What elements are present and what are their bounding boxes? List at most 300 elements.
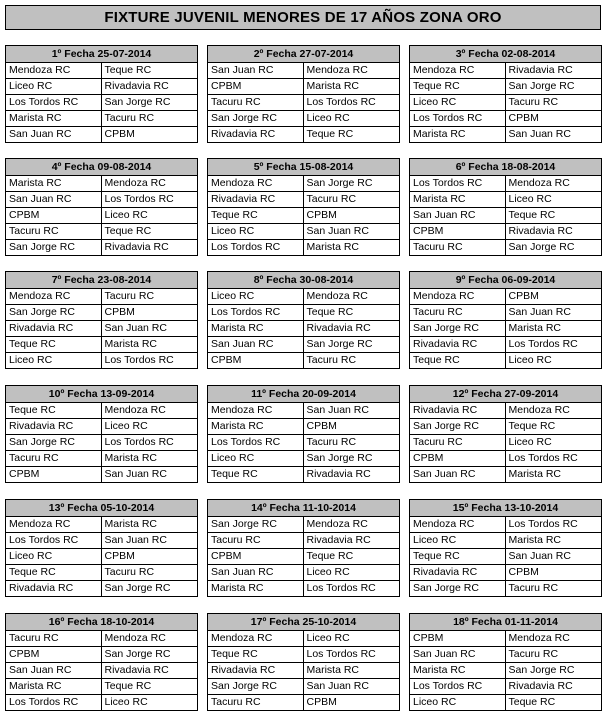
home-team: Teque RC — [410, 353, 506, 368]
home-team: Marista RC — [6, 679, 102, 694]
match-row — [6, 208, 197, 224]
away-team: Los Tordos RC — [508, 452, 578, 464]
match-row — [410, 305, 601, 321]
home-team: Tacuru RC — [6, 451, 102, 466]
away-team: Marista RC — [306, 664, 360, 676]
home-team: Los Tordos RC — [6, 533, 102, 548]
home-team: Tacuru RC — [208, 95, 304, 110]
match-row — [208, 631, 399, 647]
home-team: Mendoza RC — [208, 176, 304, 191]
home-team: Los Tordos RC — [6, 695, 102, 710]
home-team: Rivadavia RC — [6, 581, 102, 596]
match-row — [208, 695, 399, 710]
home-team: San Jorge RC — [208, 111, 304, 126]
away-team: Liceo RC — [306, 112, 350, 124]
match-row — [6, 224, 197, 240]
home-team: San Jorge RC — [6, 240, 102, 255]
match-row — [6, 631, 197, 647]
home-team: Teque RC — [208, 647, 304, 662]
home-team: CPBM — [208, 353, 304, 368]
fecha-header: 8º Fecha 30-08-2014 — [208, 272, 399, 289]
away-team: San Jorge RC — [508, 241, 575, 253]
away-team: CPBM — [104, 550, 135, 562]
away-team: Marista RC — [306, 241, 360, 253]
match-row — [410, 337, 601, 353]
away-team: San Jorge RC — [306, 338, 373, 350]
home-team: Los Tordos RC — [410, 176, 506, 191]
match-row — [410, 647, 601, 663]
home-team: Liceo RC — [208, 289, 304, 304]
away-team: Teque RC — [306, 550, 354, 562]
home-team: CPBM — [410, 224, 506, 239]
away-team: Marista RC — [104, 452, 158, 464]
away-team: Tacuru RC — [306, 193, 357, 205]
away-team: Marista RC — [104, 338, 158, 350]
fecha-header: 3º Fecha 02-08-2014 — [410, 46, 601, 63]
match-row — [6, 565, 197, 581]
home-team: San Juan RC — [410, 208, 506, 223]
away-team: Teque RC — [508, 696, 556, 708]
home-team: San Jorge RC — [6, 305, 102, 320]
home-team: San Jorge RC — [208, 679, 304, 694]
home-team: Liceo RC — [208, 451, 304, 466]
match-row — [208, 435, 399, 451]
home-team: Mendoza RC — [6, 63, 102, 78]
home-team: Mendoza RC — [208, 631, 304, 646]
fecha-table — [207, 385, 400, 483]
home-team: Los Tordos RC — [6, 95, 102, 110]
home-team: Tacuru RC — [410, 435, 506, 450]
match-row — [410, 679, 601, 695]
match-row — [208, 403, 399, 419]
match-row — [6, 111, 197, 127]
home-team: San Juan RC — [208, 337, 304, 352]
home-team: Teque RC — [6, 337, 102, 352]
match-row — [6, 353, 197, 368]
away-team: Teque RC — [104, 680, 152, 692]
away-team: Liceo RC — [104, 420, 148, 432]
home-team: CPBM — [410, 631, 506, 646]
away-team: Marista RC — [306, 80, 360, 92]
match-row — [410, 419, 601, 435]
home-team: Mendoza RC — [208, 403, 304, 418]
fecha-header: 16º Fecha 18-10-2014 — [6, 614, 197, 631]
away-team: Mendoza RC — [508, 632, 570, 644]
away-team: Liceo RC — [508, 354, 552, 366]
home-team: CPBM — [410, 451, 506, 466]
away-team: San Jorge RC — [306, 177, 373, 189]
away-team: Tacuru RC — [306, 354, 357, 366]
match-row — [410, 565, 601, 581]
match-row — [208, 549, 399, 565]
home-team: Tacuru RC — [410, 240, 506, 255]
away-team: San Jorge RC — [104, 582, 171, 594]
away-team: Mendoza RC — [306, 290, 368, 302]
home-team: Los Tordos RC — [208, 240, 304, 255]
home-team: Liceo RC — [6, 549, 102, 564]
match-row — [6, 79, 197, 95]
match-row — [410, 176, 601, 192]
match-row — [6, 517, 197, 533]
away-team: Rivadavia RC — [306, 468, 371, 480]
home-team: Los Tordos RC — [208, 305, 304, 320]
home-team: Teque RC — [208, 467, 304, 482]
away-team: Liceo RC — [508, 436, 552, 448]
match-row — [6, 403, 197, 419]
home-team: San Jorge RC — [208, 517, 304, 532]
match-row — [6, 467, 197, 482]
fecha-table — [5, 499, 198, 597]
match-row — [208, 289, 399, 305]
home-team: CPBM — [208, 79, 304, 94]
fecha-table — [5, 271, 198, 369]
match-row — [6, 321, 197, 337]
away-team: Rivadavia RC — [104, 241, 169, 253]
home-team: Los Tordos RC — [410, 679, 506, 694]
match-row — [410, 289, 601, 305]
away-team: Tacuru RC — [104, 566, 155, 578]
match-row — [6, 95, 197, 111]
home-team: Teque RC — [410, 79, 506, 94]
match-row — [410, 467, 601, 482]
match-row — [208, 192, 399, 208]
match-row — [6, 451, 197, 467]
match-row — [6, 289, 197, 305]
page-title: FIXTURE JUVENIL MENORES DE 17 AÑOS ZONA ORO — [5, 5, 601, 30]
home-team: San Juan RC — [208, 565, 304, 580]
away-team: Teque RC — [104, 64, 152, 76]
fecha-header: 11º Fecha 20-09-2014 — [208, 386, 399, 403]
match-row — [6, 663, 197, 679]
away-team: CPBM — [104, 306, 135, 318]
away-team: Rivadavia RC — [306, 322, 371, 334]
match-row — [6, 549, 197, 565]
home-team: Rivadavia RC — [410, 337, 506, 352]
match-row — [6, 647, 197, 663]
match-row — [208, 337, 399, 353]
fecha-table — [5, 158, 198, 256]
away-team: Los Tordos RC — [104, 436, 174, 448]
home-team: San Juan RC — [6, 192, 102, 207]
away-team: Tacuru RC — [508, 582, 559, 594]
home-team: Mendoza RC — [6, 517, 102, 532]
home-team: Liceo RC — [410, 533, 506, 548]
match-row — [410, 321, 601, 337]
match-row — [410, 353, 601, 368]
home-team: San Juan RC — [6, 663, 102, 678]
home-team: Rivadavia RC — [208, 127, 304, 142]
fecha-header: 14º Fecha 11-10-2014 — [208, 500, 399, 517]
fecha-header: 9º Fecha 06-09-2014 — [410, 272, 601, 289]
away-team: San Jorge RC — [104, 648, 171, 660]
away-team: San Juan RC — [508, 128, 571, 140]
match-row — [208, 663, 399, 679]
home-team: Rivadavia RC — [6, 321, 102, 336]
match-row — [208, 305, 399, 321]
away-team: CPBM — [306, 420, 337, 432]
away-team: Tacuru RC — [508, 96, 559, 108]
home-team: Tacuru RC — [6, 224, 102, 239]
away-team: Rivadavia RC — [508, 225, 573, 237]
away-team: Los Tordos RC — [104, 193, 174, 205]
match-row — [410, 581, 601, 596]
home-team: San Juan RC — [410, 467, 506, 482]
home-team: Tacuru RC — [410, 305, 506, 320]
match-row — [208, 451, 399, 467]
away-team: San Juan RC — [508, 550, 571, 562]
fecha-table — [207, 499, 400, 597]
match-row — [6, 581, 197, 596]
away-team: Los Tordos RC — [306, 582, 376, 594]
fecha-header: 6º Fecha 18-08-2014 — [410, 159, 601, 176]
match-row — [208, 353, 399, 368]
away-team: Teque RC — [508, 209, 556, 221]
away-team: Los Tordos RC — [508, 338, 578, 350]
match-row — [6, 127, 197, 142]
match-row — [6, 192, 197, 208]
fecha-table — [409, 45, 602, 143]
match-row — [208, 127, 399, 142]
home-team: Tacuru RC — [6, 631, 102, 646]
home-team: Marista RC — [410, 127, 506, 142]
match-row — [6, 679, 197, 695]
match-row — [6, 419, 197, 435]
away-team: Mendoza RC — [306, 518, 368, 530]
match-row — [208, 565, 399, 581]
match-row — [208, 95, 399, 111]
match-row — [208, 467, 399, 482]
match-row — [410, 79, 601, 95]
away-team: Rivadavia RC — [104, 664, 169, 676]
away-team: San Jorge RC — [306, 452, 373, 464]
away-team: San Juan RC — [306, 680, 369, 692]
home-team: Rivadavia RC — [6, 419, 102, 434]
away-team: Liceo RC — [104, 696, 148, 708]
home-team: Rivadavia RC — [208, 192, 304, 207]
away-team: Los Tordos RC — [104, 354, 174, 366]
away-team: Marista RC — [508, 322, 562, 334]
away-team: CPBM — [306, 696, 337, 708]
match-row — [6, 176, 197, 192]
away-team: Liceo RC — [104, 209, 148, 221]
away-team: Mendoza RC — [508, 404, 570, 416]
away-team: Mendoza RC — [104, 632, 166, 644]
home-team: CPBM — [6, 467, 102, 482]
fecha-table — [409, 385, 602, 483]
away-team: Teque RC — [508, 420, 556, 432]
match-row — [208, 176, 399, 192]
match-row — [208, 63, 399, 79]
match-row — [208, 581, 399, 596]
home-team: Mendoza RC — [410, 63, 506, 78]
home-team: Teque RC — [6, 403, 102, 418]
away-team: Teque RC — [104, 225, 152, 237]
fecha-header: 10º Fecha 13-09-2014 — [6, 386, 197, 403]
home-team: San Jorge RC — [410, 419, 506, 434]
match-row — [208, 79, 399, 95]
home-team: Liceo RC — [6, 79, 102, 94]
away-team: CPBM — [508, 290, 539, 302]
fecha-header: 4º Fecha 09-08-2014 — [6, 159, 197, 176]
match-row — [6, 435, 197, 451]
match-row — [6, 695, 197, 710]
match-row — [208, 647, 399, 663]
fecha-table — [207, 158, 400, 256]
match-row — [6, 337, 197, 353]
away-team: Mendoza RC — [104, 404, 166, 416]
home-team: Tacuru RC — [208, 695, 304, 710]
away-team: Liceo RC — [508, 193, 552, 205]
home-team: San Juan RC — [208, 63, 304, 78]
home-team: Marista RC — [6, 111, 102, 126]
match-row — [410, 403, 601, 419]
fecha-header: 17º Fecha 25-10-2014 — [208, 614, 399, 631]
away-team: Mendoza RC — [508, 177, 570, 189]
match-row — [208, 321, 399, 337]
fecha-table — [409, 271, 602, 369]
match-row — [410, 192, 601, 208]
away-team: Tacuru RC — [104, 290, 155, 302]
home-team: San Juan RC — [410, 647, 506, 662]
match-row — [410, 549, 601, 565]
fecha-table — [5, 45, 198, 143]
fecha-table — [207, 271, 400, 369]
home-team: CPBM — [208, 549, 304, 564]
fecha-table — [5, 613, 198, 711]
away-team: Teque RC — [306, 306, 354, 318]
match-row — [208, 240, 399, 255]
match-row — [6, 240, 197, 255]
fecha-header: 13º Fecha 05-10-2014 — [6, 500, 197, 517]
home-team: Marista RC — [208, 321, 304, 336]
away-team: Tacuru RC — [306, 436, 357, 448]
fecha-table — [409, 499, 602, 597]
away-team: Teque RC — [306, 128, 354, 140]
away-team: Marista RC — [508, 468, 562, 480]
away-team: Liceo RC — [306, 566, 350, 578]
match-row — [410, 695, 601, 710]
match-row — [410, 95, 601, 111]
fecha-header: 7º Fecha 23-08-2014 — [6, 272, 197, 289]
fecha-header: 15º Fecha 13-10-2014 — [410, 500, 601, 517]
away-team: San Jorge RC — [508, 80, 575, 92]
fecha-table — [409, 613, 602, 711]
away-team: Tacuru RC — [104, 112, 155, 124]
away-team: Liceo RC — [306, 632, 350, 644]
away-team: CPBM — [306, 209, 337, 221]
fecha-header: 18º Fecha 01-11-2014 — [410, 614, 601, 631]
fecha-header: 12º Fecha 27-09-2014 — [410, 386, 601, 403]
home-team: Liceo RC — [6, 353, 102, 368]
home-team: San Jorge RC — [410, 321, 506, 336]
home-team: Marista RC — [6, 176, 102, 191]
match-row — [208, 208, 399, 224]
fecha-header: 1º Fecha 25-07-2014 — [6, 46, 197, 63]
home-team: CPBM — [6, 208, 102, 223]
fecha-table — [409, 158, 602, 256]
match-row — [410, 63, 601, 79]
home-team: Mendoza RC — [410, 289, 506, 304]
match-row — [410, 435, 601, 451]
away-team: Rivadavia RC — [508, 680, 573, 692]
home-team: Marista RC — [410, 663, 506, 678]
away-team: San Jorge RC — [508, 664, 575, 676]
away-team: Tacuru RC — [508, 648, 559, 660]
match-row — [6, 533, 197, 549]
home-team: Mendoza RC — [410, 517, 506, 532]
fecha-table — [5, 385, 198, 483]
home-team: Marista RC — [208, 581, 304, 596]
away-team: Los Tordos RC — [306, 648, 376, 660]
home-team: San Juan RC — [6, 127, 102, 142]
fecha-header: 2º Fecha 27-07-2014 — [208, 46, 399, 63]
away-team: San Juan RC — [306, 225, 369, 237]
away-team: Marista RC — [508, 534, 562, 546]
home-team: Rivadavia RC — [410, 565, 506, 580]
home-team: Liceo RC — [410, 695, 506, 710]
away-team: San Jorge RC — [104, 96, 171, 108]
fecha-header: 5º Fecha 15-08-2014 — [208, 159, 399, 176]
home-team: Los Tordos RC — [410, 111, 506, 126]
match-row — [410, 208, 601, 224]
home-team: San Jorge RC — [410, 581, 506, 596]
away-team: Mendoza RC — [104, 177, 166, 189]
match-row — [410, 663, 601, 679]
match-row — [208, 419, 399, 435]
match-row — [6, 305, 197, 321]
home-team: Marista RC — [208, 419, 304, 434]
away-team: Rivadavia RC — [104, 80, 169, 92]
away-team: Los Tordos RC — [306, 96, 376, 108]
match-row — [208, 533, 399, 549]
away-team: San Juan RC — [104, 468, 167, 480]
home-team: Mendoza RC — [6, 289, 102, 304]
fecha-table — [207, 45, 400, 143]
match-row — [410, 240, 601, 255]
away-team: San Juan RC — [306, 404, 369, 416]
away-team: San Juan RC — [508, 306, 571, 318]
match-row — [410, 631, 601, 647]
away-team: Los Tordos RC — [508, 518, 578, 530]
home-team: Teque RC — [410, 549, 506, 564]
match-row — [410, 451, 601, 467]
away-team: Mendoza RC — [306, 64, 368, 76]
away-team: CPBM — [508, 566, 539, 578]
home-team: Tacuru RC — [208, 533, 304, 548]
home-team: Rivadavia RC — [208, 663, 304, 678]
home-team: Rivadavia RC — [410, 403, 506, 418]
home-team: Teque RC — [6, 565, 102, 580]
match-row — [410, 533, 601, 549]
home-team: Marista RC — [410, 192, 506, 207]
home-team: Los Tordos RC — [208, 435, 304, 450]
fecha-table — [207, 613, 400, 711]
away-team: CPBM — [104, 128, 135, 140]
match-row — [208, 111, 399, 127]
home-team: San Jorge RC — [6, 435, 102, 450]
match-row — [410, 111, 601, 127]
home-team: CPBM — [6, 647, 102, 662]
match-row — [410, 224, 601, 240]
home-team: Teque RC — [208, 208, 304, 223]
home-team: Liceo RC — [410, 95, 506, 110]
match-row — [6, 63, 197, 79]
away-team: San Juan RC — [104, 534, 167, 546]
match-row — [410, 127, 601, 142]
match-row — [208, 679, 399, 695]
away-team: Marista RC — [104, 518, 158, 530]
away-team: Rivadavia RC — [306, 534, 371, 546]
